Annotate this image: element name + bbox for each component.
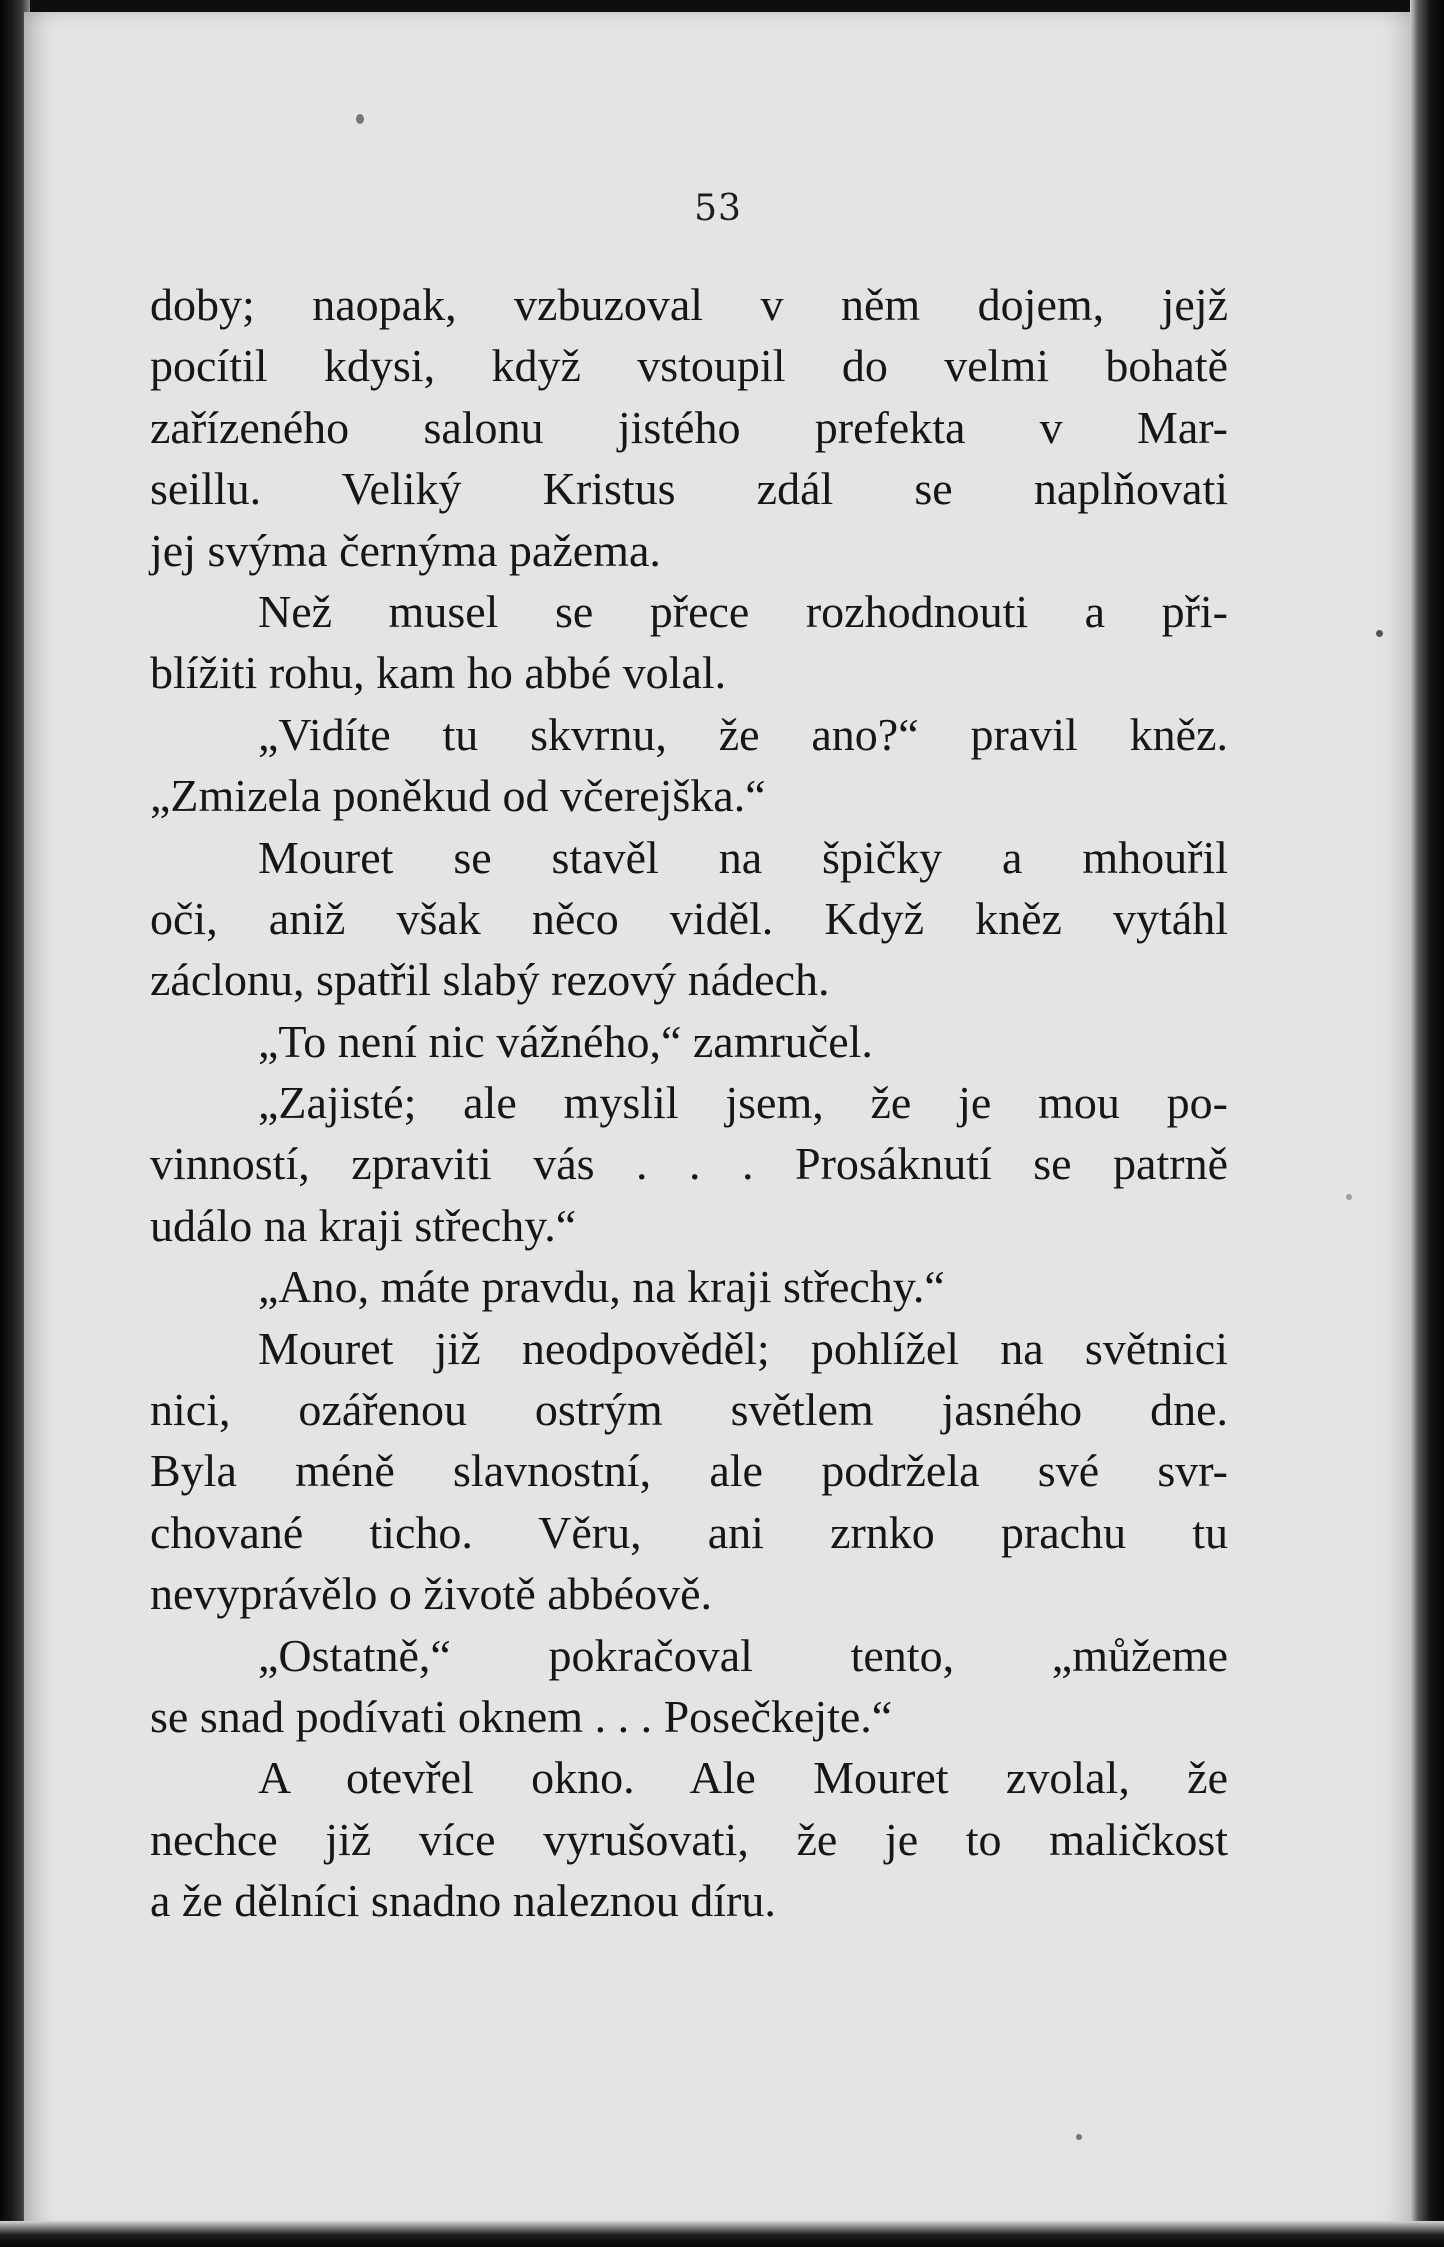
text-line: „Zmizela poněkud od včerejška.“ (150, 770, 766, 822)
text-line: pocítil kdysi, když vstoupil do velmi bohatě (150, 340, 1228, 392)
text-line: nechce již více vyrušovati, že je to maličkost (150, 1813, 1228, 1865)
paragraph (150, 1747, 1228, 1931)
paragraph (150, 1256, 1228, 1317)
text-line: Mouret se stavěl na špičky a mhouřil (258, 831, 1228, 883)
paragraph (150, 1011, 1228, 1072)
text-line: vinností, zpraviti vás . . . Prosáknutí se patrně (150, 1138, 1228, 1190)
page-number: 53 (694, 188, 742, 229)
bottom-page-shadow (0, 2221, 1444, 2247)
paragraph (150, 704, 1228, 827)
speck (1376, 630, 1383, 637)
book-page (24, 12, 1412, 2232)
text-line: „Ostatně,“ pokračoval tento, „můžeme (258, 1629, 1228, 1681)
paragraph (150, 827, 1228, 1011)
text-line: Než musel se přece rozhodnouti a při- (258, 585, 1228, 637)
text-line: A otevřel okno. Ale Mouret zvolal, že (258, 1752, 1228, 1804)
text-line: Mouret již neodpověděl; pohlížel na světnici (258, 1322, 1228, 1374)
text-line: jej svýma černýma pažema. (150, 524, 661, 576)
page-body-text (150, 274, 1228, 1932)
speck (1076, 2134, 1082, 2140)
paragraph (150, 1072, 1228, 1256)
text-line: záclonu, spatřil slabý rezový nádech. (150, 954, 830, 1006)
text-line: Byla méně slavnostní, ale podržela své svr- (150, 1445, 1228, 1497)
text-line: „Vidíte tu skvrnu, že ano?“ pravil kněz. (258, 708, 1228, 760)
text-line: nevyprávělo o životě abbéově. (150, 1568, 712, 1620)
text-line: blížiti rohu, kam ho abbé volal. (150, 647, 727, 699)
speck (1346, 1194, 1352, 1200)
text-line: „Zajisté; ale myslil jsem, že je mou po- (258, 1077, 1228, 1129)
text-line: „To není nic vážného,“ zamručel. (258, 1015, 873, 1067)
text-line: se snad podívati oknem . . . Posečkejte.“ (150, 1690, 893, 1742)
text-line: zařízeného salonu jistého prefekta v Mar- (150, 401, 1228, 453)
text-line: „Ano, máte pravdu, na kraji střechy.“ (258, 1261, 945, 1313)
speck (356, 114, 364, 124)
text-line: seillu. Veliký Kristus zdál se naplňovati (150, 463, 1228, 515)
paragraph (150, 1318, 1228, 1625)
paragraph (150, 1625, 1228, 1748)
text-line: doby; naopak, vzbuzoval v něm dojem, jejž (150, 279, 1228, 330)
text-line: chované ticho. Věru, ani zrnko prachu tu (150, 1506, 1228, 1558)
text-line: nici, ozářenou ostrým světlem jasného dne. (150, 1384, 1228, 1436)
paragraph (150, 581, 1228, 704)
paragraph (150, 274, 1228, 581)
text-line: událo na kraji střechy.“ (150, 1199, 577, 1251)
right-page-shadow (1410, 0, 1444, 2247)
text-line: oči, aniž však něco viděl. Když kněz vytáhl (150, 892, 1228, 944)
text-line: a že dělníci snadno naleznou díru. (150, 1875, 776, 1927)
